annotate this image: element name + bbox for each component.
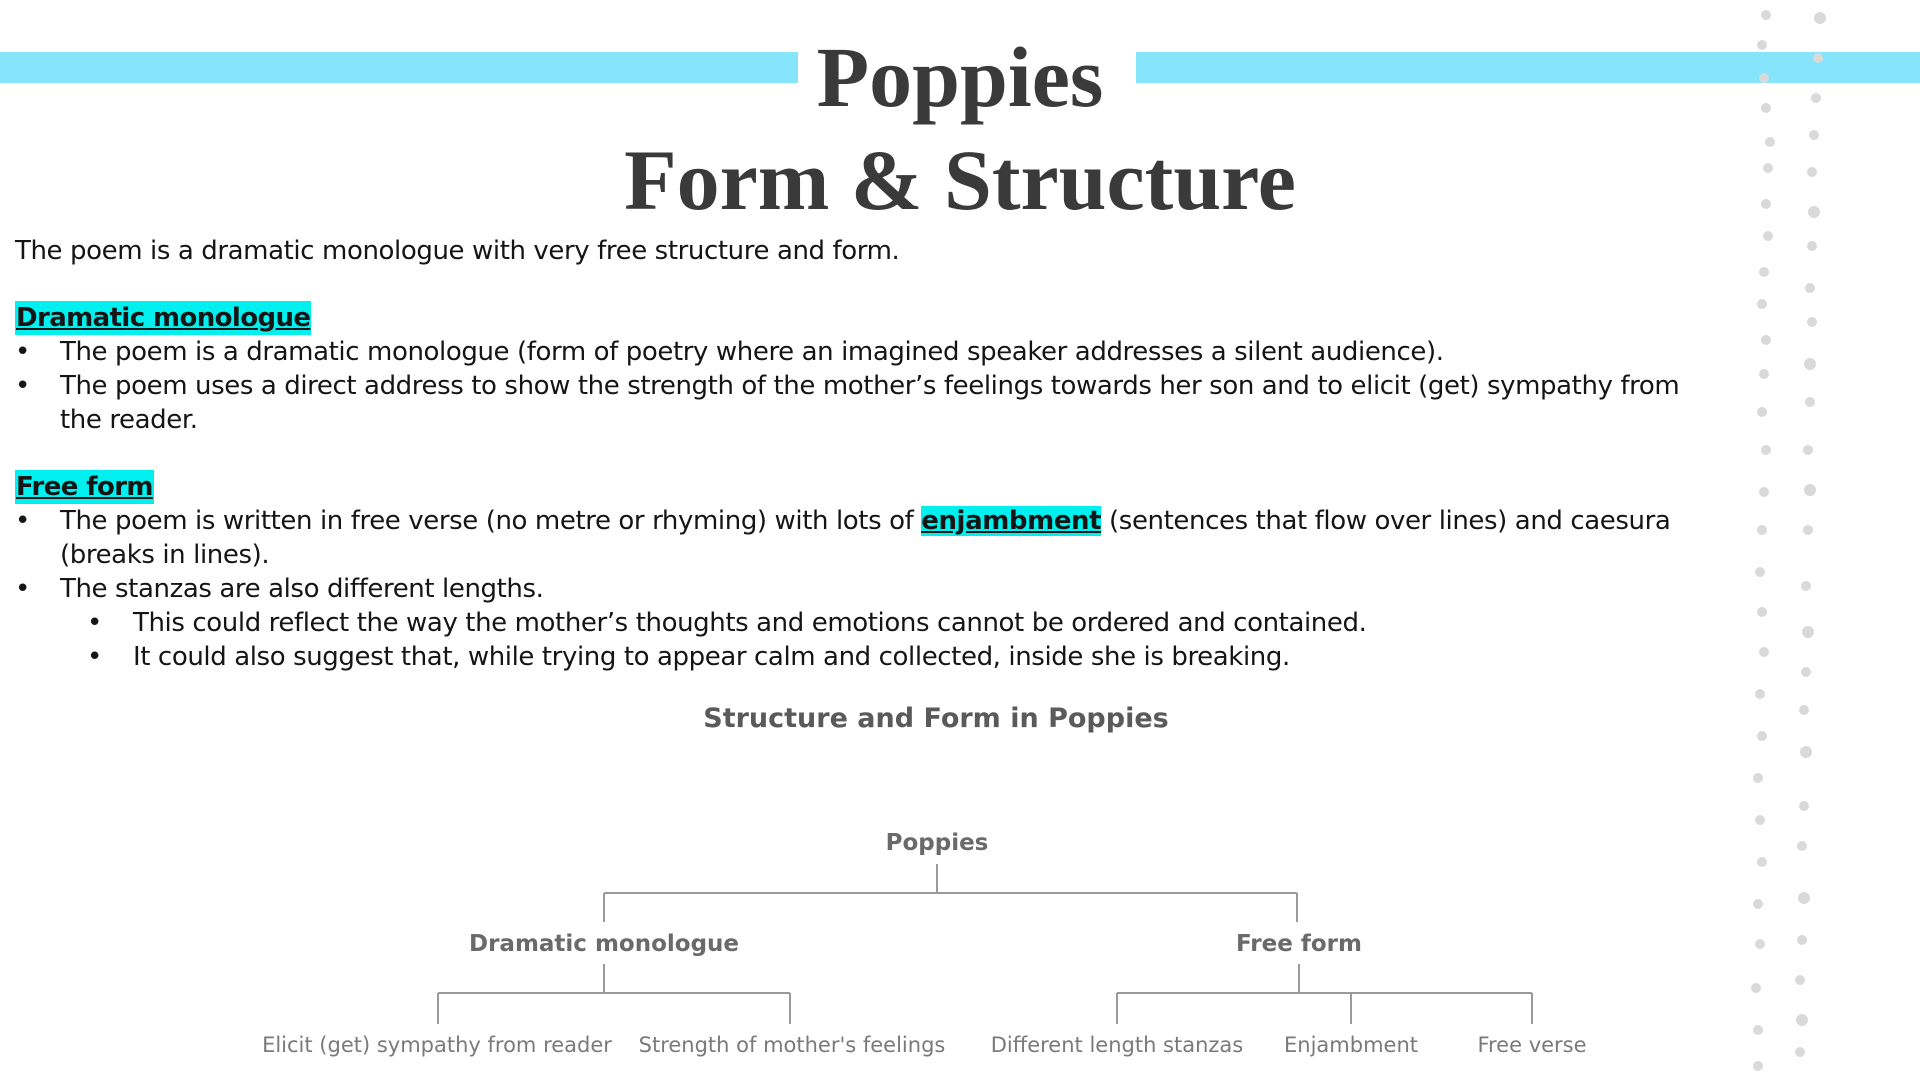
sub-list-item: • It could also suggest that, while trying to appear calm and collected, inside she is breaking. xyxy=(15,640,1695,674)
bullet-text: The poem is written in free verse (no metre or rhyming) with lots of xyxy=(60,506,922,536)
diagram-leaf: Elicit (get) sympathy from reader xyxy=(262,1033,612,1057)
free-form-list xyxy=(15,504,1695,606)
bullet-text: (sentences that flow over lines) and caesura (breaks in lines). xyxy=(60,506,1671,570)
sub-list-item: • This could reflect the way the mother’s thoughts and emotions cannot be ordered and contained. xyxy=(15,606,1695,640)
diagram-leaf: Free verse xyxy=(1477,1033,1587,1057)
diagram-branch-free-form: Free form xyxy=(1236,931,1362,957)
diagram-leaf: Different length stanzas xyxy=(990,1033,1244,1057)
intro-text: The poem is a dramatic monologue with very free structure and form. xyxy=(15,236,900,266)
free-form-sub-list xyxy=(15,606,1695,674)
dramatic-monologue-list xyxy=(15,335,1695,437)
diagram-leaf: Enjambment xyxy=(1284,1033,1418,1057)
highlight-enjambment: enjambment xyxy=(921,506,1102,536)
section-heading-dramatic-monologue: Dramatic monologue xyxy=(16,303,311,333)
decorative-dots xyxy=(1740,0,1830,1080)
diagram-root-node: Poppies xyxy=(885,830,989,856)
diagram-leaf: Strength of mother's feelings xyxy=(638,1033,946,1057)
slide-title: Poppies xyxy=(816,29,1104,125)
list-item: • The stanzas are also different lengths. xyxy=(15,572,1695,606)
slide-body xyxy=(15,234,1695,674)
list-item: • The poem is a dramatic monologue (form of poetry where an imagined speaker addresses a silent audience). xyxy=(15,335,1695,369)
section-heading-free-form: Free form xyxy=(16,472,153,502)
slide-subtitle: Form & Structure xyxy=(624,132,1296,228)
diagram-title: Structure and Form in Poppies xyxy=(703,703,1169,734)
list-item xyxy=(15,504,1695,572)
list-item: • The poem uses a direct address to show the strength of the mother’s feelings towards her son and to elicit (get) sympathy from the reader. xyxy=(15,369,1695,437)
diagram-branch-dramatic-monologue: Dramatic monologue xyxy=(468,931,740,957)
